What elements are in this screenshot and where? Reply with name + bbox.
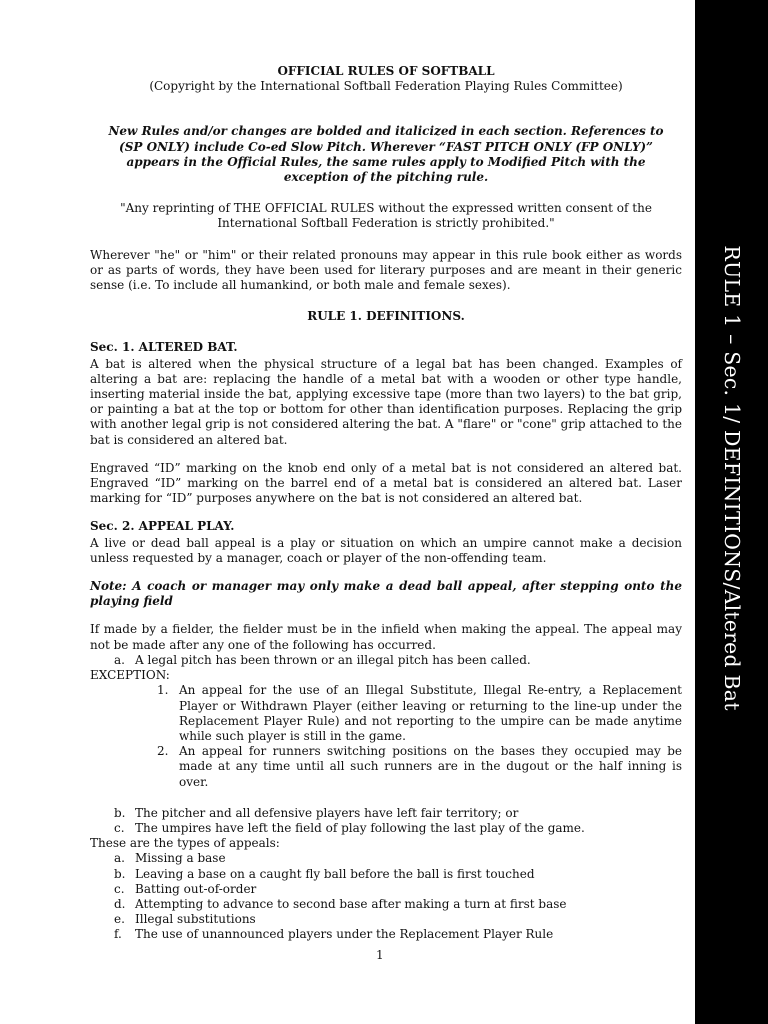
exception-list — [90, 683, 682, 789]
appeal-types-label: These are the types of appeals: — [90, 836, 280, 851]
rule-title: RULE 1. DEFINITIONS. — [307, 309, 465, 324]
list-text: The use of unannounced players under the Replacement Player Rule — [135, 927, 554, 942]
list-marker: c. — [114, 820, 125, 835]
list-item — [114, 927, 682, 942]
list-text: The umpires have left the field of play following the last play of the game. — [135, 820, 585, 835]
condition-list-a — [90, 653, 682, 668]
list-item — [114, 882, 682, 897]
section-1-paragraph-2: Engraved “ID” marking on the knob end only of a metal bat is not considered an altered bat. Engraved “ID” marking on the barrel end of a metal bat is considered an altered bat. Laser marking for “ID” purposes anywhere on the bat is not considered an altered bat. — [90, 460, 682, 506]
list-marker: d. — [114, 896, 126, 911]
sidebar-rule-label: RULE 1 – Sec. 1/ DEFINITIONS/Altered Bat — [720, 245, 744, 711]
section-2-note: Note: A coach or manager may only make a dead ball appeal, after stepping onto the playing field — [90, 579, 682, 609]
list-text: An appeal for the use of an Illegal Substitute, Illegal Re-entry, a Replacement Player or Withdrawn Player (either leaving or returning to the line-up under the Replacement Player Rule) and not reporting to the umpire can be made anytime while such player is still in the game. — [179, 683, 682, 743]
appeal-types-list — [90, 851, 682, 942]
exception-label: EXCEPTION: — [90, 668, 170, 683]
new-rules-note: New Rules and/or changes are bolded and italicized in each section. References to (SP ONLY) include Co-ed Slow Pitch. Wherever “FAST PITCH ONLY (FP ONLY)” appears in the Official Rules, the same rules apply to Modified Pitch with the exception of the pitching rule. — [108, 124, 664, 185]
section-2-title: Sec. 2. APPEAL PLAY. — [90, 519, 235, 534]
reprint-notice: "Any reprinting of THE OFFICIAL RULES without the expressed written consent of the International Softball Federation is strictly prohibited." — [120, 201, 652, 231]
list-marker: a. — [114, 851, 125, 866]
list-text: An appeal for runners switching positions on the bases they occupied may be made at any time until all such runners are in the dugout or the half inning is over. — [179, 744, 682, 789]
list-item — [114, 653, 682, 668]
section-1-title: Sec. 1. ALTERED BAT. — [90, 340, 238, 355]
section-2-paragraph-1: A live or dead ball appeal is a play or situation on which an umpire cannot make a decision unless requested by a manager, coach or player of the non-offending team. — [90, 535, 682, 565]
list-text: The pitcher and all defensive players have left fair territory; or — [135, 805, 519, 820]
sidebar-tab — [695, 0, 768, 1024]
document-title: OFFICIAL RULES OF SOFTBALL — [277, 64, 495, 78]
pronoun-notice: Wherever "he" or "him" or their related pronouns may appear in this rule book either as words or as parts of words, they have been used for literary purposes and are meant in their generic sense (i.e. To include all humankind, or both male and female sexes). — [90, 247, 682, 293]
list-item — [114, 806, 682, 821]
list-marker: e. — [114, 912, 125, 927]
list-item — [114, 897, 682, 912]
copyright-line: (Copyright by the International Softball Federation Playing Rules Committee) — [149, 79, 623, 94]
list-item — [114, 851, 682, 866]
list-marker: 1. — [157, 683, 169, 698]
list-item — [157, 744, 682, 790]
list-marker: b. — [114, 866, 126, 881]
list-marker: f. — [114, 927, 122, 942]
list-marker: b. — [114, 805, 126, 820]
condition-list-bc — [90, 806, 682, 836]
section-1-paragraph-1: A bat is altered when the physical structure of a legal bat has been changed. Examples of altering a bat are: replacing the handle of a metal bat with a wooden or other type handle, inserting material inside the bat, applying excessive tape (more than two layers) to the bat grip, or painting a bat at the top or bottom for other than identification purposes. Replacing the grip with another legal grip is not considered altering the bat. A "flare" or "cone" grip attached to the bat is considered an altered bat. — [90, 356, 682, 447]
list-item — [114, 912, 682, 927]
list-text: A legal pitch has been thrown or an illegal pitch has been called. — [135, 652, 531, 667]
section-2-paragraph-2: If made by a fielder, the fielder must be in the infield when making the appeal. The appeal may not be made after any one of the following has occurred. — [90, 622, 682, 652]
list-text: Leaving a base on a caught fly ball before the ball is first touched — [135, 866, 535, 881]
list-marker: c. — [114, 881, 125, 896]
list-marker: a. — [114, 652, 125, 667]
list-item — [114, 867, 682, 882]
list-item — [157, 683, 682, 744]
list-text: Missing a base — [135, 851, 226, 866]
list-text: Illegal substitutions — [135, 912, 256, 927]
page-number: 1 — [376, 948, 384, 962]
list-marker: 2. — [157, 744, 169, 759]
list-item — [114, 821, 682, 836]
list-text: Batting out-of-order — [135, 881, 257, 896]
list-text: Attempting to advance to second base after making a turn at first base — [135, 896, 567, 911]
